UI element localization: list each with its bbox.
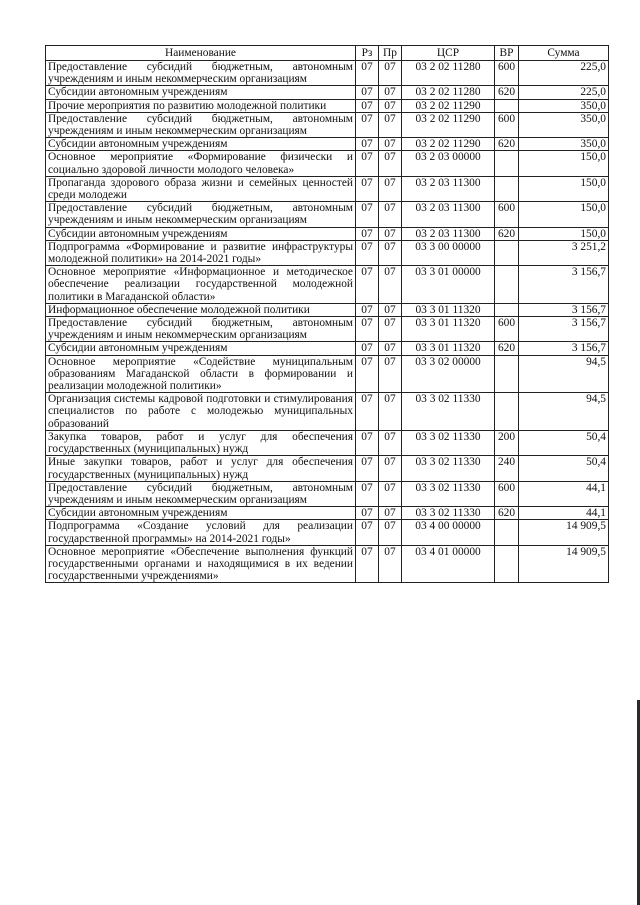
cell-csr: 03 3 01 11320 [402,317,495,342]
cell-vr: 620 [495,507,519,520]
table-row [46,112,609,137]
cell-sum: 50,4 [519,456,609,481]
cell-name: Субсидии автономным учреждениям [46,507,356,520]
table-row [46,481,609,506]
table-header-row [46,46,609,61]
cell-csr: 03 3 02 11330 [402,393,495,431]
cell-rz: 07 [356,456,379,481]
cell-pr: 07 [379,202,402,227]
cell-rz: 07 [356,355,379,393]
cell-csr: 03 2 02 11290 [402,112,495,137]
cell-rz: 07 [356,86,379,99]
cell-vr [495,151,519,176]
cell-vr [495,99,519,112]
cell-rz: 07 [356,481,379,506]
cell-vr [495,545,519,583]
cell-rz: 07 [356,176,379,201]
table-row [46,342,609,355]
table-row [46,303,609,316]
cell-rz: 07 [356,99,379,112]
table-row [46,545,609,583]
cell-vr: 620 [495,138,519,151]
cell-name: Подпрограмма «Формирование и развитие инфраструктуры молодежной политики» на 2014-2021 годы» [46,240,356,265]
cell-name: Субсидии автономным учреждениям [46,227,356,240]
cell-pr: 07 [379,520,402,545]
header-rz: Рз [356,46,379,61]
cell-vr: 600 [495,202,519,227]
cell-name: Субсидии автономным учреждениям [46,138,356,151]
cell-name: Основное мероприятие «Обеспечение выполнения функций государственными органами и находящимися в их ведении государственными учреждениями» [46,545,356,583]
cell-vr: 600 [495,481,519,506]
cell-rz: 07 [356,61,379,86]
cell-name: Основное мероприятие «Информационное и методическое обеспечение реализации государственной молодежной политики в Магаданской области» [46,266,356,304]
cell-csr: 03 4 00 00000 [402,520,495,545]
cell-csr: 03 2 03 11300 [402,176,495,201]
cell-rz: 07 [356,227,379,240]
cell-name: Предоставление субсидий бюджетным, автономным учреждениям и иным некоммерческим организациям [46,61,356,86]
cell-name: Предоставление субсидий бюджетным, автономным учреждениям и иным некоммерческим организациям [46,202,356,227]
cell-pr: 07 [379,507,402,520]
cell-sum: 3 156,7 [519,342,609,355]
cell-pr: 07 [379,545,402,583]
cell-pr: 07 [379,99,402,112]
cell-name: Предоставление субсидий бюджетным, автономным учреждениям и иным некоммерческим организациям [46,317,356,342]
cell-csr: 03 2 02 11280 [402,86,495,99]
cell-csr: 03 3 02 00000 [402,355,495,393]
cell-name: Закупка товаров, работ и услуг для обеспечения государственных (муниципальных) нужд [46,430,356,455]
cell-rz: 07 [356,303,379,316]
cell-rz: 07 [356,138,379,151]
cell-csr: 03 2 02 11290 [402,138,495,151]
cell-sum: 3 251,2 [519,240,609,265]
cell-csr: 03 3 00 00000 [402,240,495,265]
cell-vr [495,393,519,431]
cell-csr: 03 3 02 11330 [402,430,495,455]
cell-pr: 07 [379,266,402,304]
cell-pr: 07 [379,151,402,176]
cell-pr: 07 [379,342,402,355]
table-row [46,507,609,520]
header-vr: ВР [495,46,519,61]
cell-name: Иные закупки товаров, работ и услуг для обеспечения государственных (муниципальных) нужд [46,456,356,481]
cell-vr: 620 [495,86,519,99]
cell-sum: 150,0 [519,202,609,227]
budget-table [45,45,609,583]
table-row [46,138,609,151]
cell-vr [495,303,519,316]
cell-rz: 07 [356,266,379,304]
cell-name: Подпрограмма «Создание условий для реализации государственной программы» на 2014-2021 годы» [46,520,356,545]
cell-sum: 3 156,7 [519,303,609,316]
cell-pr: 07 [379,86,402,99]
cell-rz: 07 [356,545,379,583]
cell-vr: 200 [495,430,519,455]
cell-vr [495,355,519,393]
cell-pr: 07 [379,317,402,342]
cell-pr: 07 [379,303,402,316]
table-row [46,430,609,455]
table-row [46,227,609,240]
cell-csr: 03 3 02 11330 [402,481,495,506]
table-row [46,317,609,342]
cell-sum: 94,5 [519,355,609,393]
cell-pr: 07 [379,240,402,265]
cell-csr: 03 2 03 00000 [402,151,495,176]
cell-sum: 94,5 [519,393,609,431]
cell-vr [495,266,519,304]
cell-pr: 07 [379,481,402,506]
cell-rz: 07 [356,112,379,137]
cell-rz: 07 [356,430,379,455]
table-row [46,86,609,99]
cell-csr: 03 2 02 11280 [402,61,495,86]
cell-name: Организация системы кадровой подготовки и стимулирования специалистов по работе с молодежью муниципальных образований [46,393,356,431]
table-row [46,393,609,431]
cell-name: Предоставление субсидий бюджетным, автономным учреждениям и иным некоммерческим организациям [46,112,356,137]
cell-vr [495,520,519,545]
cell-name: Пропаганда здорового образа жизни и семейных ценностей среди молодежи [46,176,356,201]
table-row [46,61,609,86]
table-row [46,202,609,227]
cell-rz: 07 [356,151,379,176]
cell-sum: 150,0 [519,151,609,176]
table-row [46,355,609,393]
cell-vr [495,176,519,201]
cell-pr: 07 [379,393,402,431]
table-row [46,520,609,545]
table-row [46,266,609,304]
header-csr: ЦСР [402,46,495,61]
cell-csr: 03 3 01 11320 [402,342,495,355]
cell-pr: 07 [379,112,402,137]
cell-sum: 3 156,7 [519,266,609,304]
cell-rz: 07 [356,240,379,265]
cell-vr: 620 [495,227,519,240]
cell-sum: 350,0 [519,99,609,112]
cell-pr: 07 [379,355,402,393]
table-row [46,99,609,112]
cell-sum: 44,1 [519,507,609,520]
cell-sum: 14 909,5 [519,520,609,545]
cell-csr: 03 2 02 11290 [402,99,495,112]
header-sum: Сумма [519,46,609,61]
cell-csr: 03 2 03 11300 [402,202,495,227]
cell-rz: 07 [356,393,379,431]
cell-vr: 240 [495,456,519,481]
table-row [46,151,609,176]
cell-sum: 350,0 [519,112,609,137]
cell-rz: 07 [356,342,379,355]
cell-csr: 03 4 01 00000 [402,545,495,583]
cell-name: Прочие мероприятия по развитию молодежной политики [46,99,356,112]
cell-sum: 3 156,7 [519,317,609,342]
cell-pr: 07 [379,430,402,455]
cell-vr: 620 [495,342,519,355]
cell-sum: 350,0 [519,138,609,151]
table-row [46,240,609,265]
cell-csr: 03 2 03 11300 [402,227,495,240]
cell-sum: 50,4 [519,430,609,455]
cell-vr: 600 [495,112,519,137]
cell-sum: 44,1 [519,481,609,506]
cell-name: Основное мероприятие «Содействие муниципальным образованиям Магаданской области в формировании и реализации молодежной политики» [46,355,356,393]
header-pr: Пр [379,46,402,61]
cell-rz: 07 [356,507,379,520]
cell-vr: 600 [495,61,519,86]
cell-rz: 07 [356,202,379,227]
cell-pr: 07 [379,176,402,201]
cell-rz: 07 [356,520,379,545]
cell-pr: 07 [379,227,402,240]
cell-name: Субсидии автономным учреждениям [46,86,356,99]
cell-sum: 150,0 [519,227,609,240]
header-name: Наименование [46,46,356,61]
cell-pr: 07 [379,456,402,481]
table-row [46,456,609,481]
cell-sum: 225,0 [519,61,609,86]
cell-sum: 14 909,5 [519,545,609,583]
table-body [46,61,609,583]
cell-vr [495,240,519,265]
table-row [46,176,609,201]
cell-name: Субсидии автономным учреждениям [46,342,356,355]
cell-sum: 225,0 [519,86,609,99]
cell-name: Информационное обеспечение молодежной политики [46,303,356,316]
cell-rz: 07 [356,317,379,342]
cell-csr: 03 3 01 00000 [402,266,495,304]
cell-csr: 03 3 02 11330 [402,507,495,520]
cell-name: Основное мероприятие «Формирование физически и социально здоровой личности молодого человека» [46,151,356,176]
cell-pr: 07 [379,61,402,86]
cell-csr: 03 3 01 11320 [402,303,495,316]
cell-sum: 150,0 [519,176,609,201]
cell-csr: 03 3 02 11330 [402,456,495,481]
cell-vr: 600 [495,317,519,342]
cell-name: Предоставление субсидий бюджетным, автономным учреждениям и иным некоммерческим организациям [46,481,356,506]
cell-pr: 07 [379,138,402,151]
